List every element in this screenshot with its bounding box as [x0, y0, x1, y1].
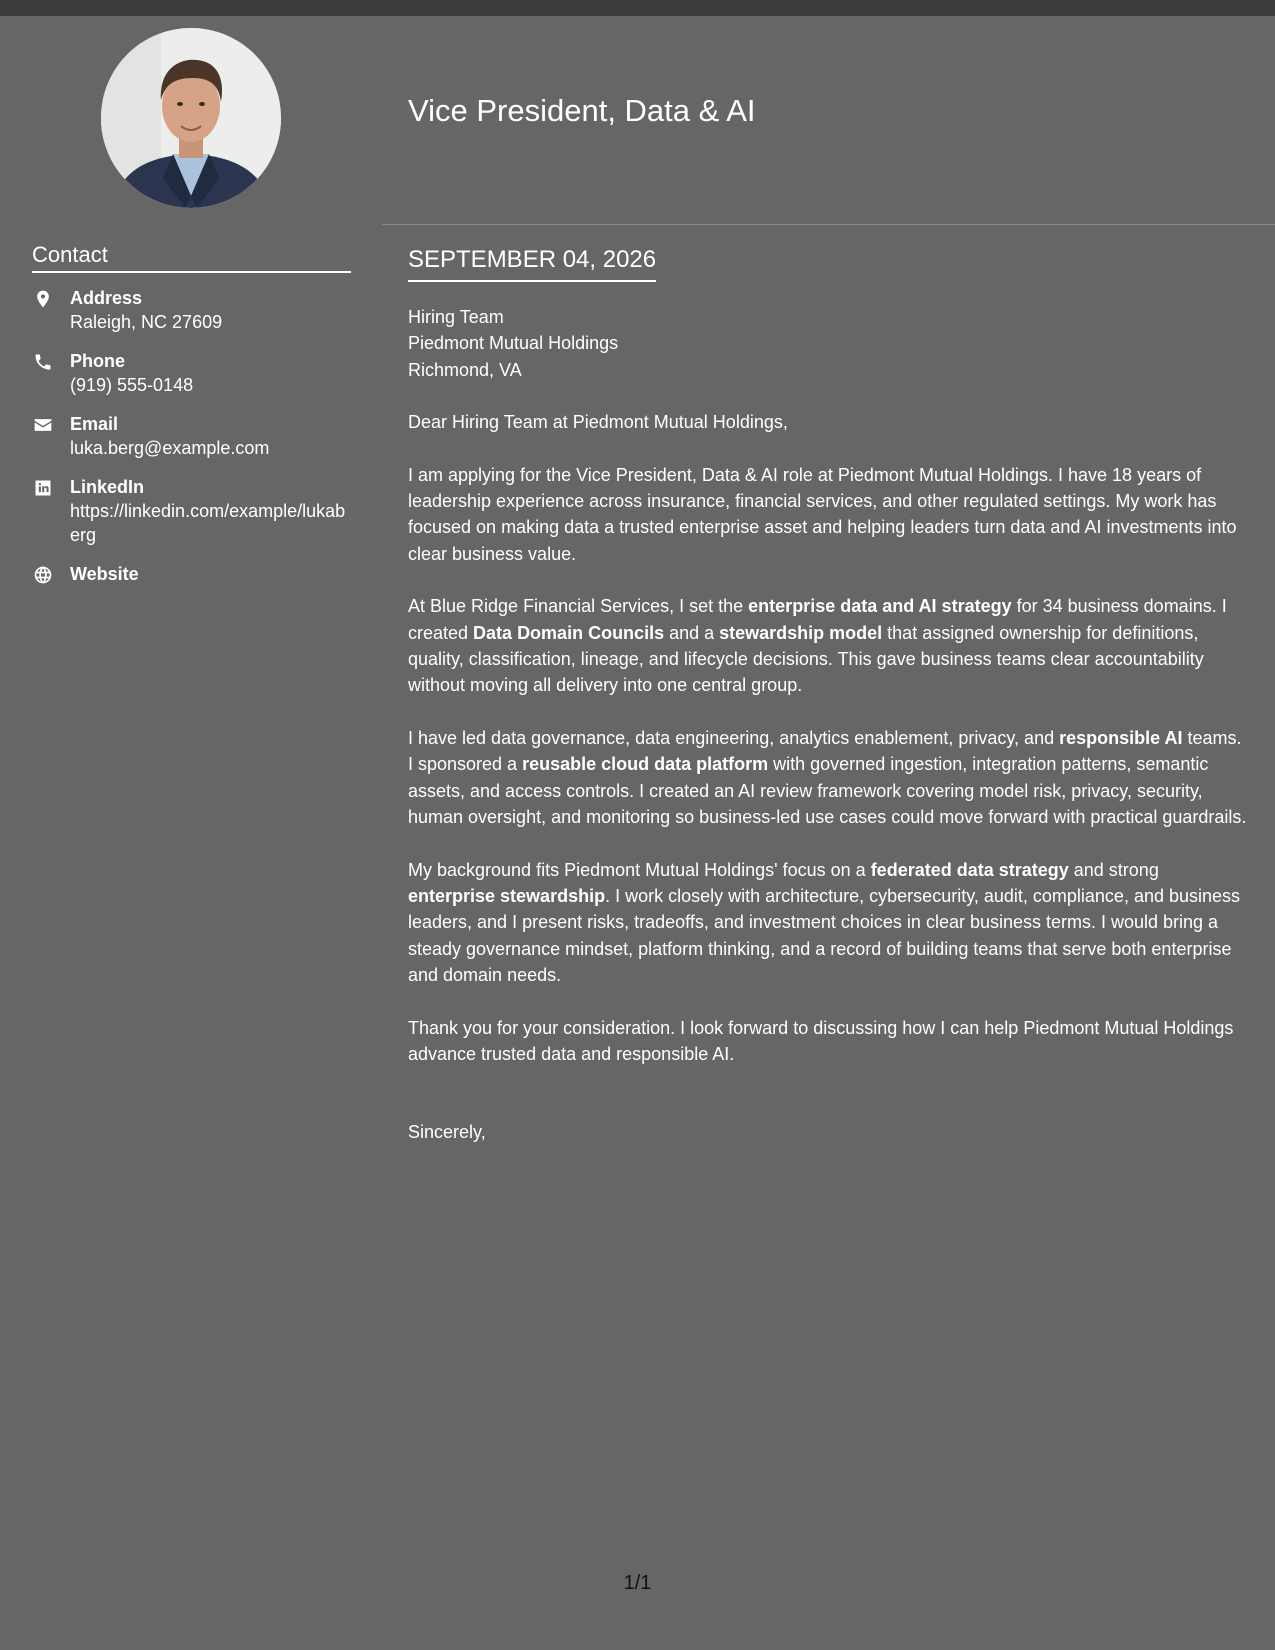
linkedin-value[interactable]: https://linkedin.com/example/lukaberg [70, 501, 346, 545]
phone-icon [32, 351, 54, 373]
letter-body [408, 304, 1248, 1172]
paragraph-leadership [408, 725, 1248, 831]
header-divider [382, 224, 1275, 225]
contact-list [32, 286, 352, 601]
website-label[interactable]: Website [70, 564, 139, 584]
bold-text: reusable cloud data platform [522, 754, 769, 775]
main-content [382, 16, 1275, 1650]
paragraph-intro: I am applying for the Vice President, Data & AI role at Piedmont Mutual Holdings. I have 18 years of leadership experience across insurance, financial services, and other regulated settings. My work has focused on making data a trusted enterprise asset and helping leaders turn data and AI investments into clear business value. [408, 464, 1237, 564]
bold-text: enterprise stewardship [408, 885, 606, 906]
paragraph-strategy [408, 593, 1248, 699]
top-bar [0, 0, 1275, 16]
job-title: Vice President, Data & AI [408, 93, 756, 128]
contact-item-linkedin [32, 475, 352, 547]
text-run: and a [664, 622, 720, 643]
bold-text: federated data strategy [870, 859, 1069, 880]
recipient-line: Hiring Team [408, 307, 504, 327]
sidebar [0, 16, 382, 1650]
recipient-line: Richmond, VA [408, 359, 522, 380]
bold-text: responsible AI [1059, 727, 1183, 748]
email-label: Email [70, 414, 119, 434]
address-value: Raleigh, NC 27609 [70, 312, 223, 332]
recipient-line: Piedmont Mutual Holdings [408, 333, 619, 354]
letter-date: SEPTEMBER 04, 2026 [408, 245, 656, 282]
recipient-block [408, 304, 1248, 383]
contact-item-phone [32, 349, 352, 397]
text-run: . I work closely with architecture, cybersecurity, audit, compliance, and business leaders, and I present risks, tradeoffs, and investment choices in clear business terms. I would bring a steady governance mindset, platform thinking, and a record of building teams that serve both enterprise and domain needs. [408, 885, 1241, 986]
bold-text: enterprise data and AI strategy [748, 596, 1012, 617]
salutation: Dear Hiring Team at Piedmont Mutual Holdings, [408, 412, 788, 433]
bold-text: stewardship model [719, 622, 883, 643]
phone-value[interactable]: (919) 555-0148 [70, 375, 194, 395]
contact-heading: Contact [32, 242, 351, 273]
phone-label: Phone [70, 351, 126, 371]
linkedin-label: LinkedIn [70, 477, 145, 497]
paragraph-fit [408, 857, 1248, 989]
contact-item-address [32, 286, 352, 334]
contact-item-email [32, 412, 352, 460]
contact-item-website [32, 562, 352, 586]
map-pin-icon [32, 288, 54, 310]
page-number: 1/1 [623, 1572, 652, 1594]
envelope-icon [32, 414, 54, 436]
text-run: At Blue Ridge Financial Services, I set the [408, 596, 749, 617]
bold-text: Data Domain Councils [473, 622, 665, 643]
linkedin-icon [32, 477, 54, 499]
text-run: and strong [1068, 859, 1159, 880]
text-run: that assigned ownership for definitions, quality, classification, lineage, and lifecycle decisions. This gave business teams clear accountability without moving all delivery into one central group. [408, 622, 1204, 696]
email-value[interactable]: luka.berg@example.com [70, 438, 270, 458]
closing: Sincerely, [408, 1122, 486, 1143]
address-label: Address [70, 288, 143, 308]
globe-icon [32, 564, 54, 586]
text-run: teams. I sponsored a [408, 727, 1242, 775]
text-run: I have led data governance, data engineering, analytics enablement, privacy, and [408, 727, 1060, 748]
text-run: My background fits Piedmont Mutual Holdings' focus on a [408, 859, 871, 880]
text-run: for 34 business domains. I created [408, 596, 1227, 643]
profile-photo [101, 28, 281, 208]
avatar [101, 28, 281, 208]
paragraph-thanks: Thank you for your consideration. I look forward to discussing how I can help Piedmont Mutual Holdings advance trusted data and responsible AI. [408, 1017, 1234, 1064]
text-run: with governed ingestion, integration patterns, semantic assets, and access controls. I created an AI review framework covering model risk, privacy, security, human oversight, and monitoring so business-led use cases could move forward with practical guardrails. [408, 754, 1247, 828]
